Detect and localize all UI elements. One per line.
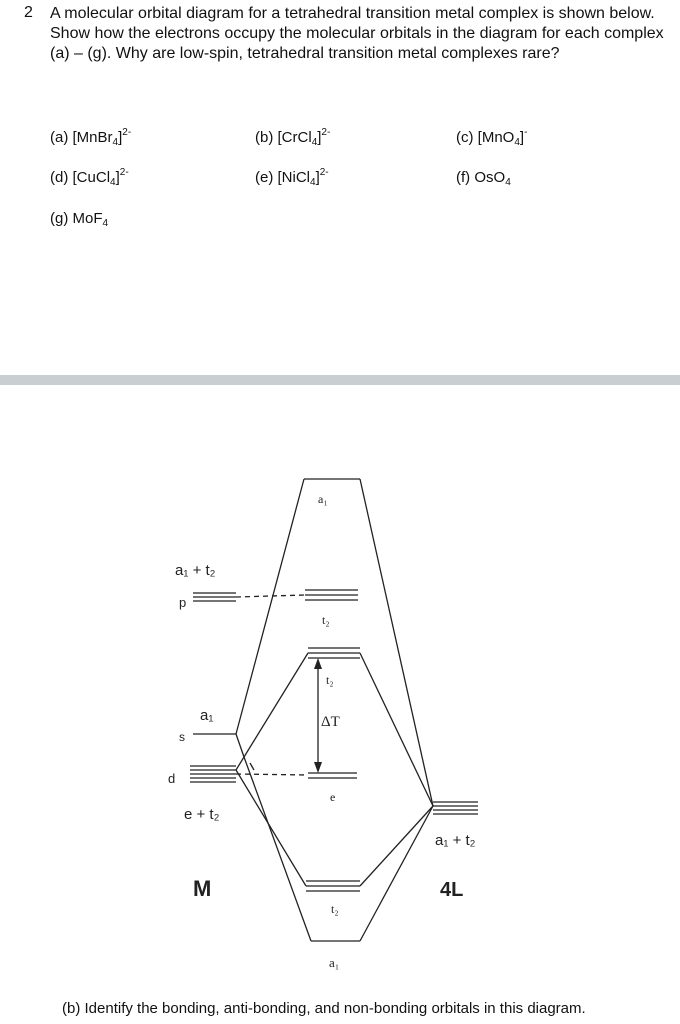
mo-t2-mid-label: t₂	[326, 673, 334, 687]
delta-t-label: ΔT	[321, 714, 340, 730]
metal-d-levels	[190, 766, 236, 782]
followup-question: (b) Identify the bonding, anti-bonding, and non-bonding orbitals in this diagram.	[62, 1000, 586, 1017]
complex-formula: [NiCl	[277, 169, 311, 186]
mo-t2-lower-label: t₂	[331, 902, 339, 916]
metal-s-label: s	[179, 730, 185, 744]
complex-f	[456, 167, 511, 188]
complex-label: (a)	[50, 129, 69, 146]
metal-p-label: p	[179, 595, 187, 610]
complex-label: (d)	[50, 169, 69, 186]
mo-t2-upper-label: t₂	[322, 613, 330, 627]
complex-label: (g)	[50, 210, 69, 227]
complex-formula: MoF	[72, 210, 103, 227]
complex-d	[50, 167, 129, 188]
metal-s-sym-label: a₁	[200, 707, 214, 724]
complex-label: (e)	[255, 169, 274, 186]
complex-c	[456, 127, 527, 148]
mo-a1-bottom-label: a₁	[329, 955, 340, 970]
complex-formula: [CuCl	[72, 169, 111, 186]
formula-close: ]	[317, 129, 322, 146]
complex-label: (b)	[255, 129, 274, 146]
arrow-head-up	[314, 658, 322, 669]
metal-p-levels	[193, 593, 236, 601]
complex-g	[50, 208, 108, 229]
complex-a	[50, 127, 131, 148]
arrow-head-down	[314, 762, 322, 773]
mo-e-levels	[308, 773, 357, 778]
formula-charge: 2-	[319, 167, 329, 178]
complex-label: (c)	[456, 129, 474, 146]
complex-formula: [MnO	[477, 129, 515, 146]
formula-subscript: 4	[514, 137, 520, 148]
complex-label: (f)	[456, 169, 471, 186]
metal-d-label: d	[168, 771, 176, 786]
question-text: A molecular orbital diagram for a tetrahedral transition metal complex is shown below. Show how the electrons occupy the molecular orbitals in the diagram for each complex (a) – (g). Why are low-spin, tetrahedral transition metal complexes rare?	[50, 5, 664, 62]
mo-diagram	[0, 385, 680, 995]
complex-e	[255, 167, 329, 188]
ligand-group-label: a₁ + t₂	[435, 832, 476, 849]
mo-t2-upper-levels	[305, 590, 358, 600]
complex-formula: OsO	[474, 169, 506, 186]
formula-close: ]	[315, 169, 320, 186]
mo-t2-mid-levels	[308, 648, 360, 658]
page-divider	[0, 375, 680, 385]
mo-e-label: e	[330, 790, 336, 804]
formula-close: ]	[115, 169, 120, 186]
mo-t2-lower-levels	[306, 881, 360, 891]
metal-d-group-label: e + t₂	[184, 806, 220, 823]
formula-charge: 2-	[122, 127, 132, 138]
formula-charge: 2-	[321, 127, 331, 138]
complex-b	[255, 127, 330, 148]
formula-charge: -	[524, 127, 528, 138]
formula-subscript: 4	[505, 177, 511, 188]
formula-subscript: 4	[311, 137, 318, 148]
question-number: 2	[24, 4, 33, 21]
metal-p-group-label: a₁ + t₂	[175, 562, 216, 579]
formula-charge: 2-	[119, 167, 129, 178]
formula-subscript: 4	[110, 177, 116, 188]
metal-label: M	[193, 876, 212, 901]
correlation-lines	[236, 479, 433, 941]
mo-a1-top-label: a₁	[318, 492, 328, 506]
complex-formula: [CrCl	[277, 129, 312, 146]
ligand-label: 4L	[440, 879, 464, 901]
ligand-levels	[433, 802, 478, 814]
complex-formula: [MnBr	[72, 129, 113, 146]
formula-subscript: 4	[310, 177, 316, 188]
formula-subscript: 4	[112, 137, 119, 148]
formula-close: ]	[519, 129, 525, 146]
formula-subscript: 4	[102, 218, 109, 229]
dashed-correlations	[236, 595, 308, 775]
formula-close: ]	[118, 129, 123, 146]
